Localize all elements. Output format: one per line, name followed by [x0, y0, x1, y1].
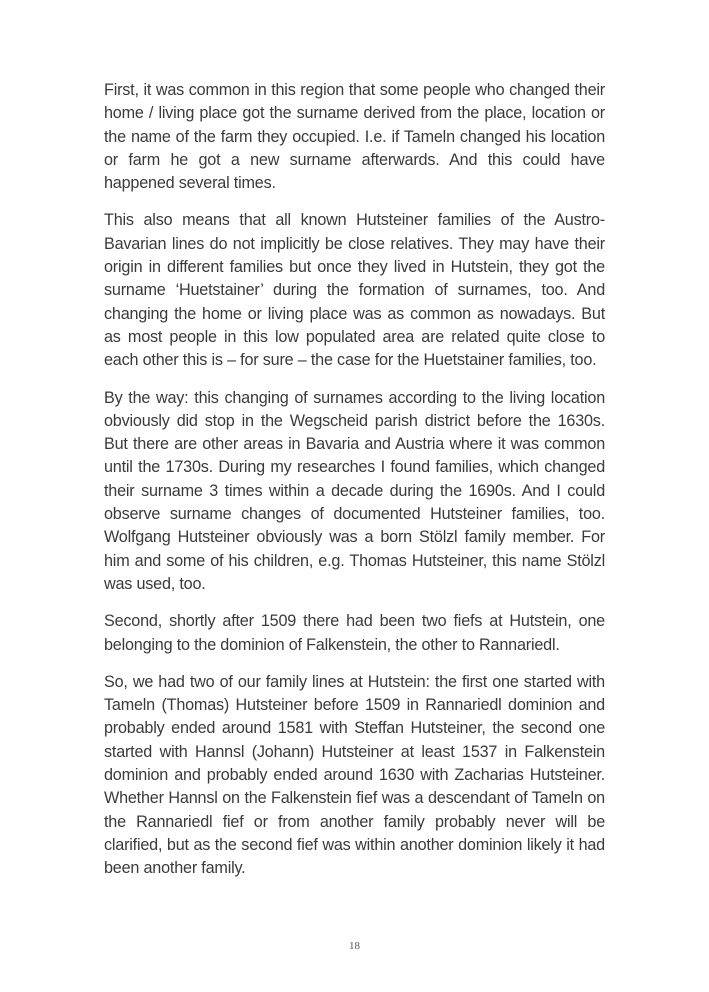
paragraph-3: By the way: this changing of surnames according to the living location obviously did stop in the Wegscheid parish district before the 1630s. But there are other areas in Bavaria and Austria where it was common until the 1730s. During my researches I found families, which changed their surname 3 times within a decade during the 1690s. And I could observe surname changes of documented Hutsteiner families, too. Wolfgang Hutsteiner obviously was a born Stölzl family member. For him and some of his children, e.g. Thomas Hutsteiner, this name Stölzl was used, too. — [104, 388, 605, 593]
document-body — [104, 79, 605, 895]
paragraph-4: Second, shortly after 1509 there had been two fiefs at Hutstein, one belonging to the dominion of Falkenstein, the other to Rannariedl. — [104, 612, 605, 654]
paragraph-5: So, we had two of our family lines at Hutstein: the first one started with Tameln (Thomas) Hutsteiner before 1509 in Rannariedl dominion and probably ended around 1581 with Steffan Hutsteiner, the second one started with Hannsl (Johann) Hutsteiner at least 1537 in Falkenstein dominion and probably ended around 1630 with Zacharias Hutsteiner. Whether Hannsl on the Falkenstein fief was a descendant of Tameln on the Rannariedl fief or from another family probably never will be clarified, but as the second fief was within another dominion likely it had been another family. — [104, 672, 605, 878]
paragraph-2: This also means that all known Hutsteiner families of the Austro-Bavarian lines do not implicitly be close relatives. They may have their origin in different families but once they lived in Hutstein, they got the surname ‘Huetstainer’ during the formation of surnames, too. And changing the home or living place was as common as nowadays. But as most people in this low populated area are related quite close to each other this is – for sure – the case for the Huetstainer families, too. — [104, 211, 605, 370]
paragraph-1: First, it was common in this region that some people who changed their home / living place got the surname derived from the place, location or the name of the farm they occupied. I.e. if Tameln changed his location or farm he got a new surname afterwards. And this could have happened several times. — [104, 81, 605, 193]
page-number: 18 — [349, 940, 360, 952]
